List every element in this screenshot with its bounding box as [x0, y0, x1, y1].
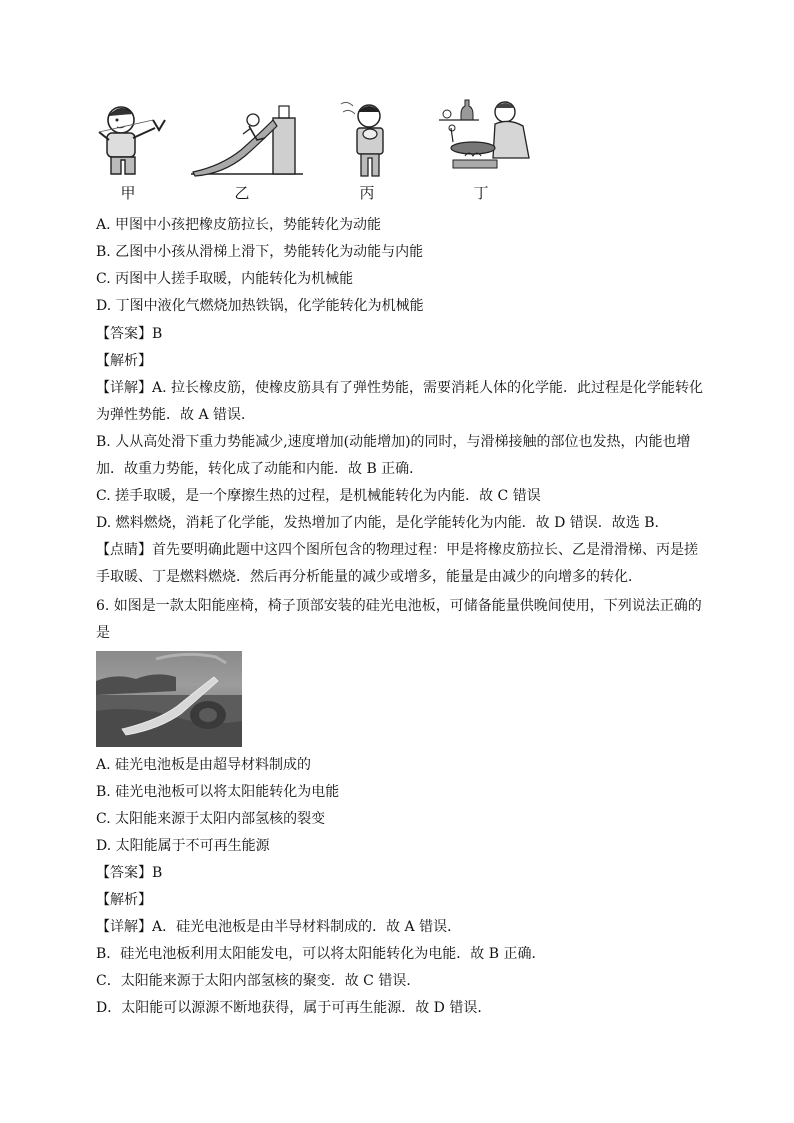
q6-option-c: C. 太阳能来源于太阳内部氢核的裂变 — [96, 811, 326, 827]
q6-option-b: B. 硅光电池板可以将太阳能转化为电能 — [96, 784, 340, 800]
q6-option-a: A. 硅光电池板是由超导材料制成的 — [96, 757, 312, 773]
q5-option-b: B. 乙图中小孩从滑梯上滑下，势能转化为动能与内能 — [96, 244, 424, 260]
q5-detail-line: D. 燃料燃烧，消耗了化学能，发热增加了内能，是化学能转化为内能．故 D 错误．故选 B. — [96, 515, 659, 531]
q6-answer: 【答案】B — [96, 865, 163, 881]
q6-detail-line: 【详解】A．硅光电池板是由半导材料制成的．故 A 错误． — [96, 919, 462, 935]
q5-option-a: A. 甲图中小孩把橡皮筋拉长，势能转化为动能 — [96, 217, 382, 233]
q5-figure-row — [95, 98, 555, 202]
q6-stem-line: 6. 如图是一款太阳能座椅，椅子顶部安装的硅光电池板，可储备能量供晚间使用，下列说法正确的 — [96, 598, 702, 614]
q5-option-d: D. 丁图中液化气燃烧加热铁锅，化学能转化为机械能 — [96, 298, 424, 314]
q5-detail-line: B. 人从高处滑下重力势能减少,速度增加(动能增加)的同时，与滑梯接触的部位也发热，内能也增 — [96, 434, 691, 450]
q5-detail-line: 加．故重力势能，转化成了动能和内能．故 B 正确． — [96, 461, 424, 477]
solar-bench-photo — [96, 651, 242, 747]
figure-label-bing: 丙 — [359, 184, 375, 202]
q6-analysis-heading: 【解析】 — [96, 892, 152, 908]
q5-comment-line: 手取暖、丁是燃料燃烧．然后再分析能量的减少或增多，能量是由减少的向增多的转化． — [96, 569, 642, 585]
q6-detail-line: B．硅光电池板利用太阳能发电，可以将太阳能转化为电能．故 B 正确． — [96, 946, 546, 962]
q5-option-c: C. 丙图中人搓手取暖，内能转化为机械能 — [96, 271, 354, 287]
figure-label-ding: 丁 — [473, 184, 489, 202]
figure-label-jia: 甲 — [120, 184, 136, 202]
man-rubbing-hands-illustration — [337, 98, 407, 180]
person-cooking-illustration — [439, 98, 549, 180]
q5-comment-line: 【点睛】首先要明确此题中这四个图所包含的物理过程：甲是将橡皮筋拉长、乙是滑滑梯、丙是搓 — [96, 542, 698, 558]
child-slide-illustration — [191, 98, 303, 180]
q5-detail-line: 【详解】A. 拉长橡皮筋，使橡皮筋具有了弹性势能，需要消耗人体的化学能．此过程是化学能转化 — [96, 380, 704, 396]
q5-analysis-heading: 【解析】 — [96, 353, 152, 369]
q6-option-d: D. 太阳能属于不可再生能源 — [96, 838, 270, 854]
q6-detail-line: D．太阳能可以源源不断地获得，属于可再生能源．故 D 错误． — [96, 1000, 492, 1016]
child-slingshot-illustration — [95, 98, 175, 178]
q5-detail-line: 为弹性势能．故 A 错误． — [96, 407, 256, 423]
q5-detail-line: C. 搓手取暖，是一个摩擦生热的过程，是机械能转化为内能．故 C 错误 — [96, 488, 541, 504]
q5-answer: 【答案】B — [96, 326, 163, 342]
q6-stem-line: 是 — [96, 625, 110, 641]
figure-label-yi: 乙 — [234, 184, 250, 202]
q6-detail-line: C．太阳能来源于太阳内部氢核的聚变．故 C 错误． — [96, 973, 421, 989]
